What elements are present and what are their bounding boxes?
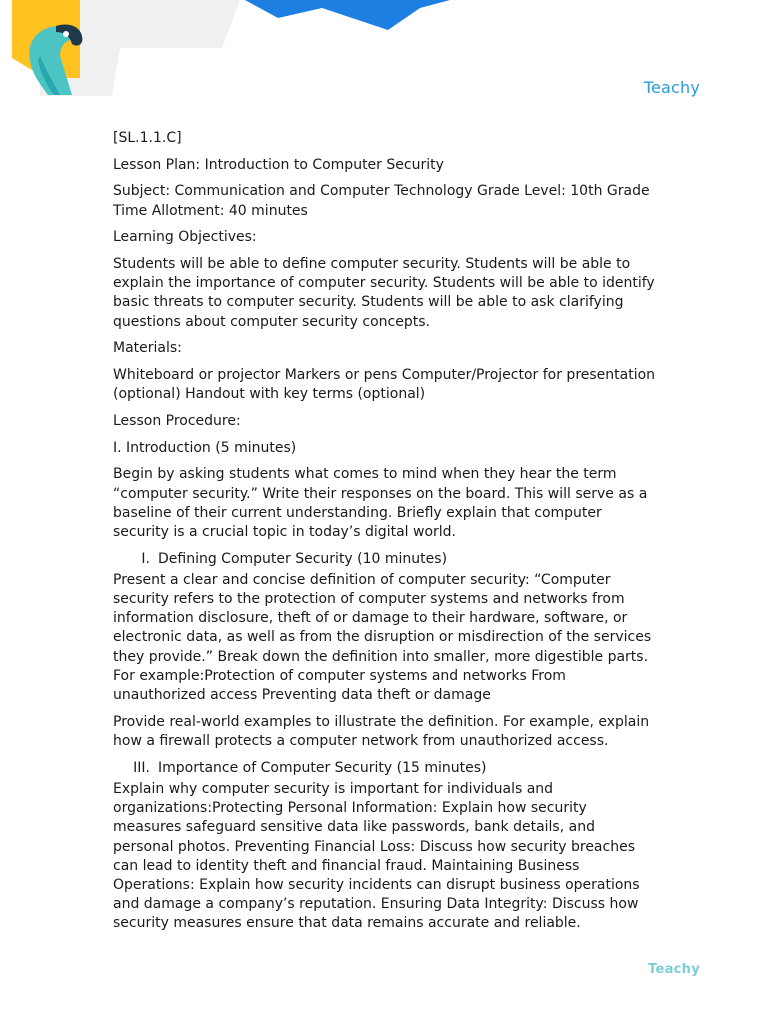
header-blue-shape [245,0,450,30]
intro-heading: I. Introduction (5 minutes) [113,439,297,456]
objectives-text: Students will be able to define computer security. Students will be able to explain the importance of computer security. Students will be able to identify basic threats to computer security. Students will be able to ask clarifying questions about computer security concepts. [113,256,655,330]
materials-heading: Materials: [113,340,182,357]
section-defining-examples: Provide real-world examples to illustrate the definition. For example, explain how a firewall protects a computer network from unauthorized access. [113,713,650,749]
lesson-title: Lesson Plan: Introduction to Computer Security [113,156,444,173]
section-title: Importance of Computer Security (15 minutes) [158,759,487,776]
objectives-heading: Learning Objectives: [113,229,257,246]
section-number: III. [133,759,150,776]
materials-text: Whiteboard or projector Markers or pens Computer/Projector for presentation (optional) Handout with key terms (optional) [113,367,656,403]
lesson-plan-body [113,129,658,941]
teachy-brand-top: Teachy [643,78,700,97]
section-importance-text: Explain why computer security is important for individuals and organizations:Protecting Personal Information: Explain how security measures safeguard sensitive data like passwords, bank details, and personal photos. Preventing Financial Loss: Discuss how security breaches can lead to identity theft and financial fraud. Maintaining Business Operations: Explain how security incidents can disrupt business operations and damage a company’s reputation. Ensuring Data Integrity: Discuss how security measures ensure that data remains accurate and reliable. [113,780,640,932]
section-number: I. [141,550,150,567]
section-importance-heading [113,759,658,778]
section-defining-text: Present a clear and concise definition of computer security: “Computer security refers to the protection of computer systems and networks from information disclosure, theft of or damage to their hardware, software, or electronic data, as well as from the disruption or misdirection of the services they provide.” Break down the definition into smaller, more digestible parts. For example:Protection of computer systems and networks From unauthorized access Preventing data theft or damage [113,571,652,704]
procedure-heading: Lesson Procedure: [113,412,241,429]
intro-text: Begin by asking students what comes to mind when they hear the term “computer security.” Write their responses on the board. This will serve as a baseline of their current understanding. Briefly explain that computer security is a crucial topic in today’s digital world. [113,466,648,540]
subject-line: Subject: Communication and Computer Technology Grade Level: 10th Grade Time Allotment: 40 minutes [113,183,650,219]
section-defining-heading [113,550,658,569]
section-title: Defining Computer Security (10 minutes) [158,550,448,567]
teachy-brand-footer: Teachy [648,962,700,977]
lesson-code: [SL.1.1.C] [113,130,182,146]
